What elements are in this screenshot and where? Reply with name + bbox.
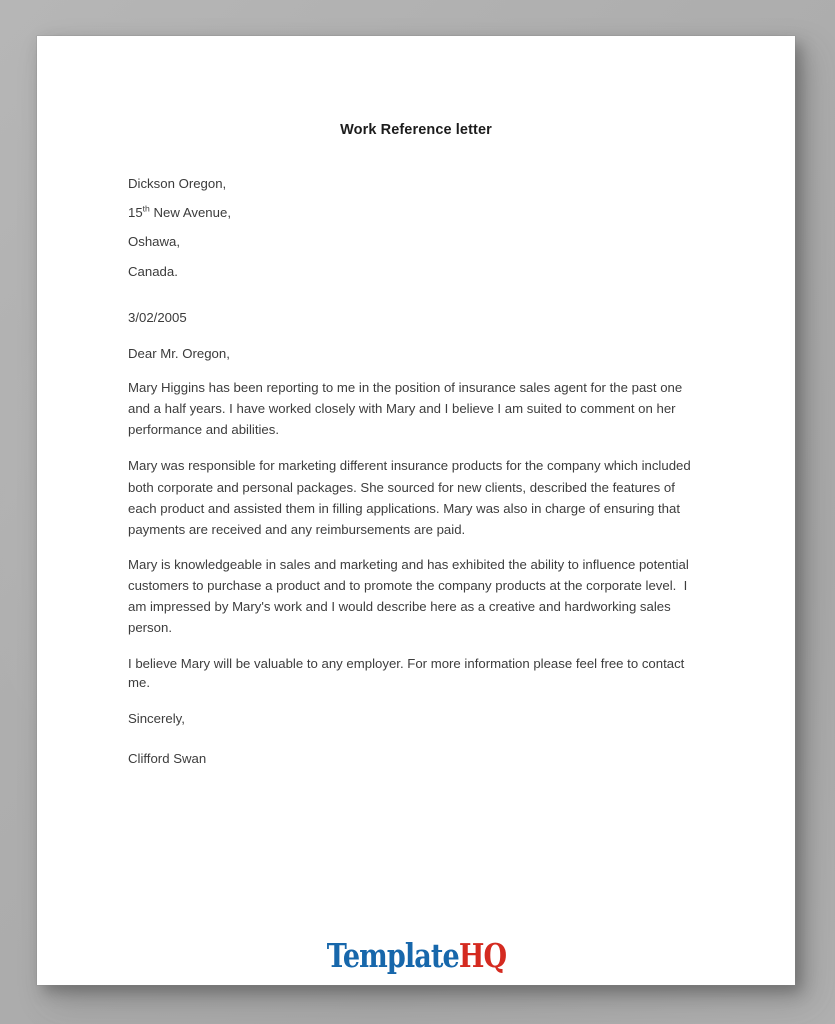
brand-wordmark (326, 935, 506, 975)
body-paragraph-2: Mary was responsible for marketing different insurance products for the company which included both corporate and personal packages. She sourced for new clients, described the features of each product and assisted them in filling applications. Mary was also in charge of ensuring that payments are received and any reimbursements are paid. (128, 458, 695, 537)
letter-signer-name: Clifford Swan (128, 751, 207, 767)
letter-body (128, 36, 704, 768)
closing-paragraph: I believe Mary will be valuable to any employer. For more information please feel free to contact me. (128, 656, 685, 691)
address-street-number: 15 (128, 205, 143, 221)
address-line-2 (128, 203, 704, 221)
address-line-4: Canada. (128, 263, 178, 279)
address-street-name: New Avenue, (149, 205, 231, 221)
footer-logo (37, 932, 795, 978)
sender-address-block (128, 162, 704, 293)
body-paragraph-3: Mary is knowledgeable in sales and marketing and has exhibited the ability to influence potential customers to purchase a product and to promote the company products at the corporate level. I am impressed by Mary's work and I would describe here as a creative and hardworking sales person. (128, 557, 693, 635)
page-content (37, 36, 795, 985)
letter-salutation: Dear Mr. Oregon, (128, 345, 230, 361)
letter-signoff: Sincerely, (128, 711, 185, 727)
brand-wordmark-template: Template (326, 935, 459, 975)
brand-wordmark-hq: HQ (458, 935, 506, 975)
document-page (37, 36, 795, 985)
body-paragraph-1: Mary Higgins has been reporting to me in the position of insurance sales agent for the past one and a half years. I have worked closely with Mary and I believe I am suited to comment on her performance and abilities. (128, 379, 686, 438)
address-line-3: Oshawa, (128, 234, 181, 250)
page-title: Work Reference letter (340, 122, 492, 138)
address-ordinal-suffix: th (142, 203, 150, 214)
address-line-1: Dickson Oregon, (128, 175, 227, 191)
letter-date: 3/02/2005 (128, 309, 187, 325)
